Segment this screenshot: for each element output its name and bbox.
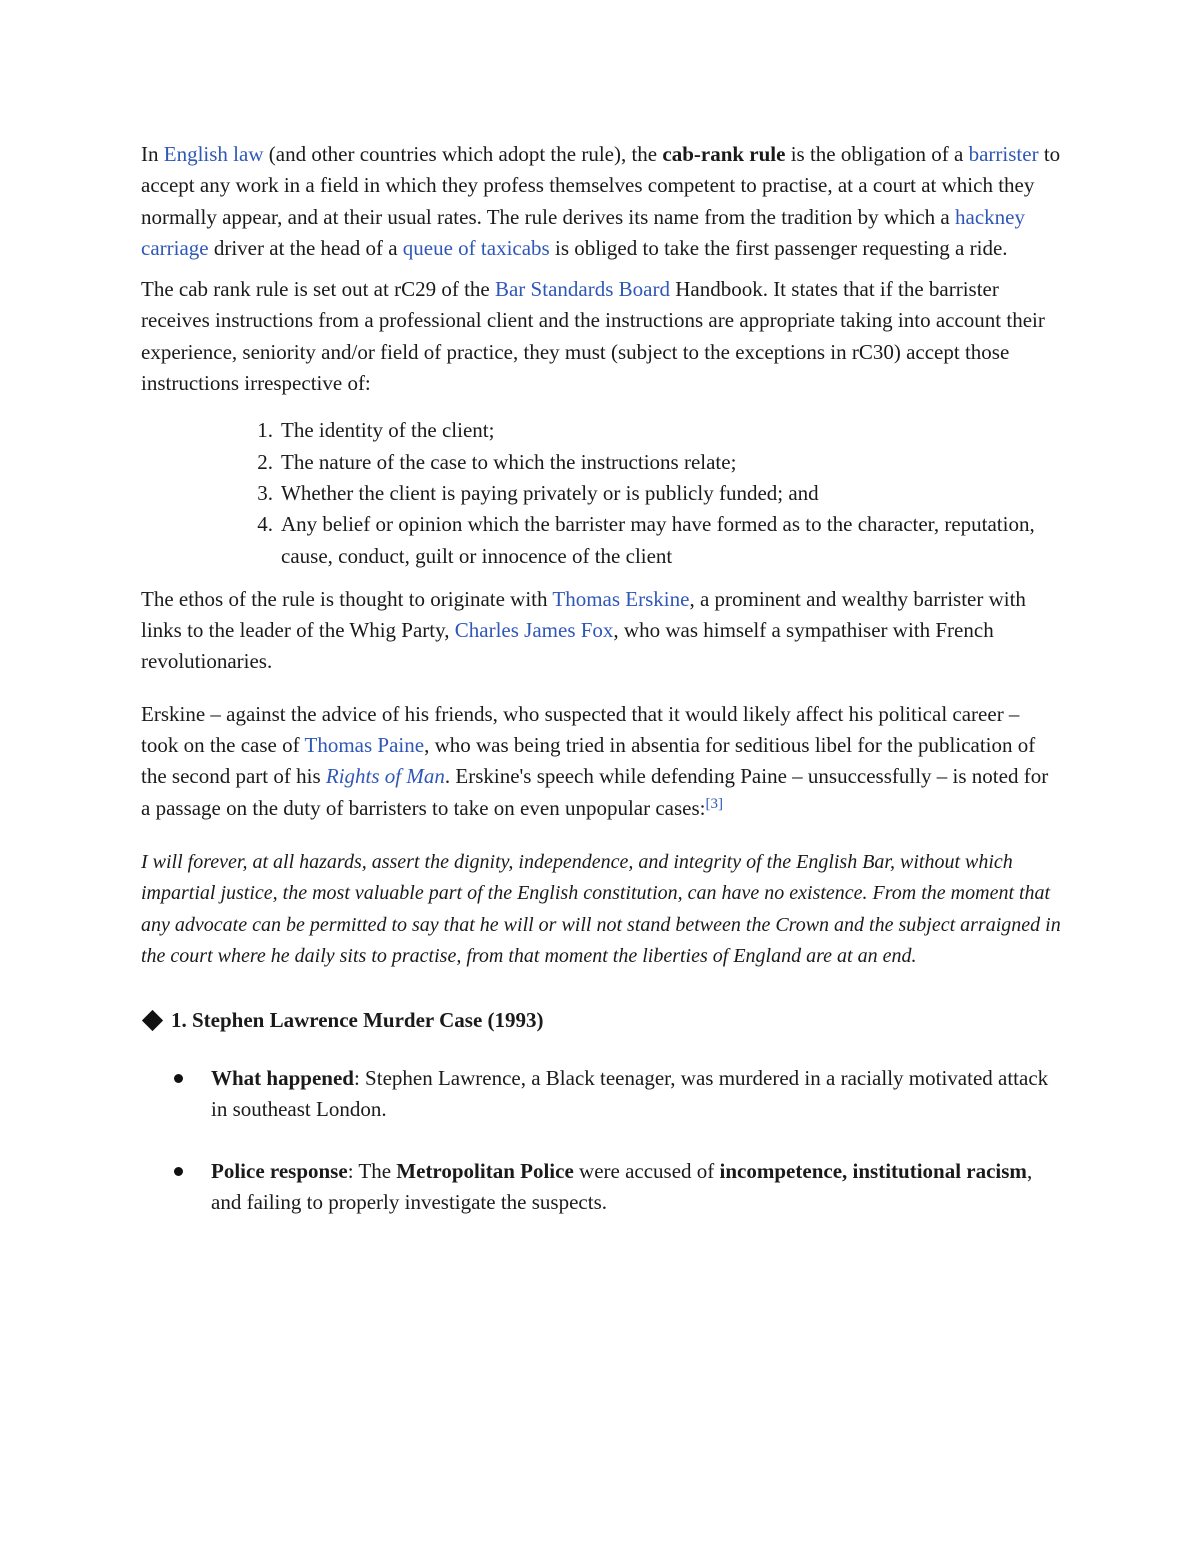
text: is the obligation of a <box>785 142 969 166</box>
numbered-list <box>141 415 1061 571</box>
link-english-law[interactable]: English law <box>163 142 264 166</box>
case-heading-text: 1. Stephen Lawrence Murder Case (1993) <box>171 1008 544 1033</box>
bullet-dot-icon <box>174 1074 183 1083</box>
text: , who was being tried in absentia for seditious libel for the publication of the second part of his <box>141 733 1036 789</box>
list-number: 2. <box>257 449 273 474</box>
text: The ethos of the rule is thought to originate with <box>141 586 553 611</box>
paragraph-erskine-origin <box>141 584 1061 678</box>
link-thomas-erskine[interactable]: Thomas Erskine <box>552 586 690 611</box>
list-item-text: The nature of the case to which the instructions relate; <box>281 449 737 474</box>
bold-text: incompetence, institutional racism <box>719 1158 1027 1183</box>
text: , and failing to properly investigate the suspects. <box>211 1158 1033 1215</box>
paragraph-rc29 <box>141 274 1061 399</box>
citation-reference-link[interactable]: [3] <box>705 795 723 812</box>
link-thomas-paine[interactable]: Thomas Paine <box>304 733 425 758</box>
list-item-text: Any belief or opinion which the barrister may have formed as to the character, reputation, cause, conduct, guilt or innocence of the client <box>281 512 1035 568</box>
text: to accept any work in a field in which they profess themselves competent to practise, at a court at which they normally appear, and at their usual rates. The rule derives its name from the tradition by which a <box>141 142 1061 229</box>
text: is obliged to take the first passenger requesting a ride. <box>549 235 1008 260</box>
erskine-quote: I will forever, at all hazards, assert the dignity, independence, and integrity of the English Bar, without which impartial justice, the most valuable part of the English constitution, can have no existence. From the moment that any advocate can be permitted to say that he will or will not stand between the Crown and the subject arraigned in the court where he daily sits to practise, from that moment the liberties of England are at an end. <box>141 850 1061 967</box>
link-charles-james-fox[interactable]: Charles James Fox <box>454 618 614 643</box>
list-number: 4. <box>257 512 273 537</box>
bold-term-cab-rank-rule: cab-rank rule <box>662 142 786 166</box>
list-item-text: The identity of the client; <box>281 418 495 443</box>
list-item <box>257 415 1061 446</box>
text: , who was himself a sympathiser with French revolutionaries. <box>141 618 994 674</box>
bold-text: Metropolitan Police <box>396 1158 574 1183</box>
list-item <box>257 509 1061 572</box>
fact-label: What happened <box>211 1066 354 1091</box>
diamond-icon <box>142 1010 163 1031</box>
link-barrister[interactable]: barrister <box>968 142 1039 166</box>
fact-label: Police response <box>211 1158 348 1183</box>
list-number: 3. <box>257 480 273 505</box>
link-rights-of-man[interactable]: Rights of Man <box>325 764 445 789</box>
list-number: 1. <box>257 418 273 443</box>
bullet-dot-icon <box>174 1167 183 1176</box>
document-page <box>141 139 1061 1248</box>
list-item-what-happened <box>211 1063 1061 1126</box>
bullet-list <box>141 1063 1061 1218</box>
text: In <box>141 142 164 166</box>
paragraph-intro <box>141 139 1061 264</box>
link-bar-standards-board[interactable]: Bar Standards Board <box>494 277 670 302</box>
list-item-police-response <box>211 1156 1061 1219</box>
link-hackney-carriage[interactable]: hackney carriage <box>141 204 1025 260</box>
text: . Erskine's speech while defending Paine – unsuccessfully – is noted for a passage on the duty of barristers to take on even unpopular cases: <box>141 764 1049 820</box>
case-heading <box>141 1005 1061 1036</box>
text: driver at the head of a <box>208 235 403 260</box>
text: were accused of <box>573 1158 720 1183</box>
text: The cab rank rule is set out at rC29 of the <box>141 277 495 302</box>
text: : The <box>347 1158 397 1183</box>
text: (and other countries which adopt the rule), the <box>263 142 663 166</box>
list-item <box>257 478 1061 509</box>
list-item <box>257 447 1061 478</box>
list-item-text: Whether the client is paying privately or is publicly funded; and <box>281 480 819 505</box>
paragraph-paine-case <box>141 699 1061 824</box>
fact-text: : Stephen Lawrence, a Black teenager, was murdered in a racially motivated attack in southeast London. <box>211 1066 1049 1122</box>
link-queue-of-taxicabs[interactable]: queue of taxicabs <box>402 235 550 260</box>
text: , a prominent and wealthy barrister with links to the leader of the Whig Party, <box>141 586 1026 643</box>
text: Handbook. It states that if the barrister receives instructions from a professional client and the instructions are appropriate taking into account their experience, seniority and/or field of practice, they must (subject to the exceptions in rC30) accept those instructions irrespective of: <box>141 277 1045 396</box>
text: Erskine – against the advice of his friends, who suspected that it would likely affect his political career – took on the case of <box>141 701 1020 758</box>
